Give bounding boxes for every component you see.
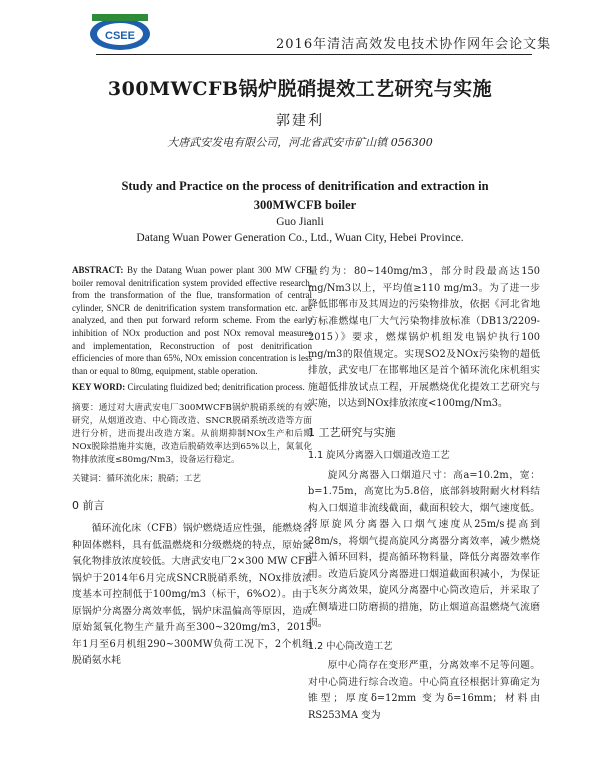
- subsection-1-1-paragraph: 旋风分离器入口烟道尺寸：高a=10.2m，宽：b=1.75m，高宽比为5.8倍，底部斜坡附耐火材料结构入口烟道非流线截面，截面积较大，烟气速度低。将原旋风分离器入口烟气速度从25m/s提高到28m/s，将烟气提高旋风分离器分离效率，减少燃烧进入循环回料，提高循环物料量，降低分离器效率作用。改造后旋风分离器进口烟道截面积减小，为保证飞灰分离效果，旋风分离器中心筒改造后，并采取了在侧墙进口防磨损的措施，防止烟道高温燃烧气流磨损。: [308, 469, 540, 629]
- keywords-en: [72, 381, 312, 394]
- abstract-en: [72, 264, 312, 377]
- section-0-heading: 0 前言: [72, 498, 105, 512]
- paper-title-cn: 300MWCFB锅炉脱硝提效工艺研究与实施: [107, 78, 493, 100]
- svg-text:CSEE: CSEE: [105, 30, 135, 42]
- subsection-1-2-heading: 1.2 中心筒改造工艺: [308, 640, 393, 652]
- header-divider: [96, 54, 532, 55]
- abstract-label: ABSTRACT:: [72, 265, 124, 275]
- keywords-text: Circulating fluidized bed; denitrification process.: [127, 382, 305, 393]
- keywords-cn: 关键词：循环流化床；脱硝；工艺: [72, 473, 201, 484]
- affiliation-cn: 大唐武安发电有限公司，河北省武安市矿山镇 056300: [167, 136, 433, 149]
- author-en: Guo Jianli: [276, 216, 324, 228]
- intro-continuation: 量约为：80~140mg/m3，部分时段最高达150 mg/Nm3以上，平均值≥110 mg/m3。为了进一步降低邯郸市及其周边的污染物排放，依据《河北省地方标准燃煤电厂大气污染物排放标准（DB13/2209-2015）》要求，燃煤锅炉机组发电锅炉执行100 mg/m3的限值规定。实现SO2及NOx污染物的超低排放，武安电厂在邯郸地区是首个循环流化床机组实施超低排放试点工程，开展燃烧优化提效工艺研究与实施，以达到NOx排放浓度<100mg/Nm3。: [308, 266, 540, 409]
- subsection-1-1-heading: 1.1 旋风分离器入口烟道改造工艺: [308, 450, 450, 461]
- conference-title: 2016年清洁高效发电技术协作网年会论文集: [276, 37, 552, 52]
- affiliation-en: Datang Wuan Power Generation Co., Ltd., Wuan City, Hebei Province.: [136, 232, 464, 244]
- paper-title-en: Study and Practice on the process of denitrification and extraction in 300MWCFB boiler: [121, 179, 489, 212]
- csee-logo: [88, 12, 152, 52]
- abstract-cn: 摘要：通过对大唐武安电厂300MWCFB锅炉脱硝系统的有效研究，从烟道改造、中心筒改造、SNCR脱硝系统改造等方面进行分析，进而提出改造方案。从前期抑制NOx生产和后期NOx脱除措施并实施，改造后脱硝效率达到65%以上，氮氧化物排放浓度≤80mg/Nm3，设备运行稳定。: [72, 402, 312, 465]
- section-1-heading: 1 工艺研究与实施: [308, 425, 396, 439]
- left-column: [72, 264, 312, 670]
- keywords-label: KEY WORD:: [72, 382, 126, 393]
- abstract-text: By the Datang Wuan power plant 300 MW CFB boiler removal denitrification system provided effective research, from the transformation of the flue, transformation of central cylinder, SNCR de denitrification system transformation etc. are analyzed, and then put forward reform scheme. From the early inhibition of NOx production and post NOx removal measures and implementation, Reconstruction of post denitrification efficiencies of more than 65%, NOx emission concentration is less than or equal to 80mg, equipment, stable operation.: [72, 265, 312, 376]
- right-column: [308, 264, 540, 724]
- author-cn: 郭建利: [276, 113, 324, 129]
- section-0-paragraph: 循环流化床（CFB）锅炉燃烧适应性强，能燃烧各种固体燃料，具有低温燃烧和分级燃烧的特点，原始氮氧化物排放浓度较低。大唐武安电厂2×300 MW CFB锅炉于2014年6月完成SNCR脱硝系统，NOx排放浓度基本可控制低于100mg/m3（标干，6%O2）。由于原锅炉分离器分离效率低，锅炉床温偏高等原因，造成原始氮氧化物生产量升高至300~320mg/m3，2015年1月至6月机组290~300MW负荷工况下，2个机组脱硝氨水耗: [72, 523, 312, 667]
- subsection-1-2-paragraph: 原中心筒存在变形严重，分离效率不足等问题。对中心筒进行综合改造。中心筒直径根据计算确定为锥型；厚度δ=12mm 变为δ=16mm；材料由RS253MA 变为: [308, 660, 540, 721]
